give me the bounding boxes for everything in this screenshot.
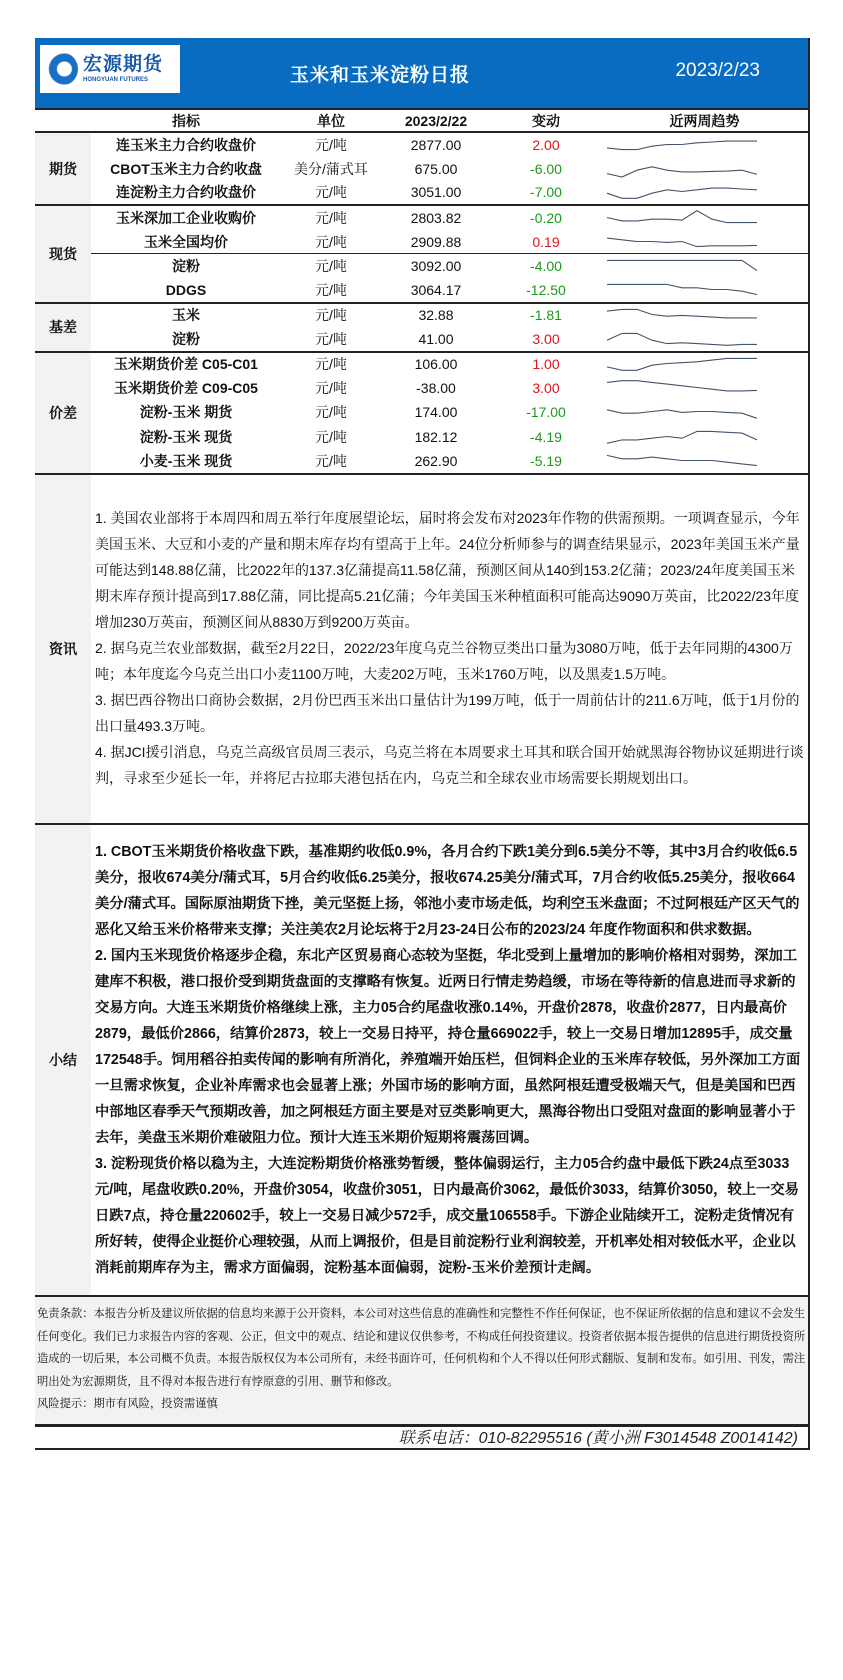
table-row bbox=[35, 352, 808, 376]
indicator-name: 淀粉 bbox=[172, 330, 200, 347]
risk-warning: 风险提示：期市有风险，投资需谨慎 bbox=[37, 1398, 218, 1411]
indicator-name: 玉米 bbox=[91, 303, 281, 327]
indicator-name: 玉米深加工企业收购价 bbox=[91, 205, 281, 229]
unit: 元/吨 bbox=[281, 254, 381, 278]
table-row bbox=[35, 449, 808, 473]
col-indicator: 指标 bbox=[172, 112, 200, 129]
unit: 元/吨 bbox=[315, 428, 347, 445]
trend-cell bbox=[601, 449, 808, 473]
trend-cell bbox=[601, 156, 808, 180]
report-date: 2023/2/23 bbox=[675, 60, 760, 81]
unit: 元/吨 bbox=[281, 132, 381, 156]
trend-cell bbox=[601, 230, 808, 254]
change: 3.00 bbox=[532, 380, 560, 397]
indicator-name: 淀粉-玉米 现货 bbox=[139, 428, 233, 445]
sparkline-line bbox=[607, 284, 757, 294]
summary-item: 2. 国内玉米现货价格逐步企稳，东北产区贸易商心态较为坚挺，华北受到上量增加的影响价格相对弱势，深加工建库不积极，港口报价受到期货盘面的支撑略有恢复。近两日行情走势趋缓，市场在等待新的信息进而寻求新的交易方向。大连玉米期货价格继续上涨，主力05合约尾盘收涨0.14%，开盘价2878，收盘价2877，日内最高价2879，最低价2866，结算价2873，较上一交易日持平，持仓量669022手，较上一交易日增加12895手，成交量172548手。饲用稻谷拍卖传闻的影响有所消化，养殖端开始压栏，但饲料企业的玉米库存较低，另外深加工方面一旦需求恢复，企业补库需求也会显著上涨；外国市场的影响方面，虽然阿根廷遭受极端天气，但是美国和巴西中部地区春季天气预期改善，加之阿根廷方面主要是对豆类影响更大，黑海谷物出口受阻对盘面的影响显著小于去年，美盘玉米期价难破阻力位。预计大连玉米期价短期将震荡回调。 bbox=[95, 948, 801, 1147]
news-label: 资讯 bbox=[35, 475, 91, 823]
table-row bbox=[35, 278, 808, 302]
indicator-name: 玉米全国均价 bbox=[144, 233, 228, 250]
unit: 元/吨 bbox=[315, 453, 347, 470]
change: 2.00 bbox=[491, 132, 601, 156]
news-item: 1. 美国农业部将于本周四和周五举行年度展望论坛，届时将会发布对2023年作物的供需预期。一项调查显示，今年美国玉米、大豆和小麦的产量和期末库存均有望高于上年。24位分析师参与的调查结果显示，2023年美国玉米产量可能达到148.88亿蒲，比2022年的137.3亿蒲提高11.58亿蒲，预测区间从140到153.2亿蒲；2023/24年度美国玉米期末库存预计提高到17.88亿蒲，同比提高5.21亿蒲；今年美国玉米种植面积可能高达9090万英亩，比2022/23年度增加230万英亩，预测区间从8830万到9200万英亩。 bbox=[95, 510, 800, 631]
sparkline bbox=[605, 279, 760, 301]
trend-cell bbox=[601, 425, 808, 449]
value: 3064.17 bbox=[410, 282, 462, 299]
unit: 美分/蒲式耳 bbox=[294, 160, 368, 177]
unit: 元/吨 bbox=[315, 404, 347, 421]
unit: 元/吨 bbox=[315, 330, 347, 347]
news-item: 2. 据乌克兰农业部数据，截至2月22日，2022/23年度乌克兰谷物豆类出口量为3080万吨，低于去年同期的4300万吨；本年度迄今乌克兰出口小麦1100万吨，大麦202万吨，玉米1760万吨，以及黑麦1.5万吨。 bbox=[95, 640, 793, 683]
indicator-name: 连淀粉主力合约收盘价 bbox=[116, 184, 256, 201]
sparkline bbox=[605, 328, 760, 350]
table-row bbox=[35, 230, 808, 254]
value: 182.12 bbox=[414, 428, 458, 445]
table-row bbox=[35, 205, 808, 229]
sparkline bbox=[605, 158, 760, 180]
disclaimer-section bbox=[35, 1295, 808, 1424]
table-row bbox=[35, 327, 808, 351]
sparkline bbox=[605, 207, 760, 229]
summary-item: 1. CBOT玉米期货价格收盘下跌，基准期约收低0.9%，各月合约下跌1美分到6.5美分不等，其中3月合约收低6.5美分，报收674美分/蒲式耳，5月合约收低6.25美分，报收674.25美分/蒲式耳，7月合约收低5.25美分，报收664美分/蒲式耳。国际原油期货下挫，美元坚挺上扬，邻池小麦市场走低，均利空玉米盘面；不过阿根廷产区天气的恶化又给玉米价格带来支撑；关注美农2月论坛将于2月23-24日公布的2023/24 年度作物面积和供求数据。 bbox=[95, 844, 800, 939]
unit: 元/吨 bbox=[281, 352, 381, 376]
sparkline bbox=[605, 304, 760, 326]
change: 0.19 bbox=[532, 233, 560, 250]
value: 2877.00 bbox=[381, 132, 491, 156]
value: 3092.00 bbox=[381, 254, 491, 278]
table-row bbox=[35, 376, 808, 400]
table-row bbox=[35, 425, 808, 449]
group-label: 基差 bbox=[35, 303, 91, 352]
col-change: 变动 bbox=[532, 112, 560, 129]
change: -1.81 bbox=[491, 303, 601, 327]
col-unit: 单位 bbox=[317, 112, 345, 129]
indicator-name: 玉米期货价差 C09-C05 bbox=[114, 380, 258, 397]
indicator-name: 连玉米主力合约收盘价 bbox=[91, 132, 281, 156]
sparkline bbox=[605, 401, 760, 423]
value: 2803.82 bbox=[381, 205, 491, 229]
sparkline bbox=[605, 426, 760, 448]
change: -12.50 bbox=[526, 282, 566, 299]
sparkline-line bbox=[607, 456, 757, 466]
unit: 元/吨 bbox=[315, 380, 347, 397]
unit: 元/吨 bbox=[315, 184, 347, 201]
trend-cell bbox=[601, 303, 808, 327]
indicator-name: DDGS bbox=[165, 282, 207, 299]
sparkline bbox=[605, 377, 760, 399]
logo-name-en: HONGYUAN FUTURES bbox=[83, 77, 149, 83]
value: 2909.88 bbox=[410, 233, 462, 250]
company-logo bbox=[40, 45, 180, 93]
indicator-name: 淀粉 bbox=[91, 254, 281, 278]
trend-cell bbox=[601, 181, 808, 205]
value: 262.90 bbox=[414, 453, 458, 470]
trend-cell bbox=[601, 205, 808, 229]
value: 675.00 bbox=[414, 160, 458, 177]
sparkline-line bbox=[607, 211, 757, 223]
indicator-table bbox=[35, 110, 808, 473]
unit: 元/吨 bbox=[281, 303, 381, 327]
sparkline-line bbox=[607, 189, 757, 199]
sparkline-line bbox=[607, 359, 757, 371]
sparkline bbox=[605, 353, 760, 375]
change: -4.19 bbox=[530, 428, 562, 445]
sparkline bbox=[605, 255, 760, 277]
indicator-name: CBOT玉米主力合约收盘 bbox=[110, 160, 262, 177]
trend-cell bbox=[601, 400, 808, 424]
sparkline-line bbox=[607, 261, 757, 271]
trend-cell bbox=[601, 352, 808, 376]
col-date: 2023/2/22 bbox=[404, 112, 468, 129]
sparkline-line bbox=[607, 166, 757, 176]
value: 41.00 bbox=[418, 330, 454, 347]
change: -6.00 bbox=[530, 160, 562, 177]
table-row bbox=[35, 181, 808, 205]
unit: 元/吨 bbox=[281, 205, 381, 229]
disclaimer-text: 免责条款：本报告分析及建议所依据的信息均来源于公开资料，本公司对这些信息的准确性和完整性不作任何保证，也不保证所依据的信息和建议不会发生任何变化。我们已力求报告内容的客观、公正，但文中的观点、结论和建议仅供参考，不构成任何投资建议。投资者依据本报告提供的信息进行期货投资所造成的一切后果，本公司概不负责。本报告版权仅为本公司所有，未经书面许可，任何机构和个人不得以任何形式翻版、复制和发布。如引用、刊发，需注明出处为宏源期货，且不得对本报告进行有悖原意的引用、删节和修改。 bbox=[37, 1308, 806, 1388]
news-section bbox=[35, 473, 808, 823]
trend-cell bbox=[601, 278, 808, 302]
change: 3.00 bbox=[532, 330, 560, 347]
unit: 元/吨 bbox=[315, 233, 347, 250]
table-row bbox=[35, 303, 808, 327]
indicator-name: 小麦-玉米 现货 bbox=[139, 453, 233, 470]
logo-name: 宏源期货 bbox=[83, 54, 164, 75]
header-blank bbox=[35, 110, 91, 132]
change: -0.20 bbox=[491, 205, 601, 229]
daily-report bbox=[35, 38, 810, 1450]
sparkline-line bbox=[607, 310, 757, 319]
sparkline-line bbox=[607, 431, 757, 443]
report-header bbox=[35, 38, 808, 110]
news-item: 4. 据JCI援引消息，乌克兰高级官员周三表示，乌克兰将在本周要求土耳其和联合国开始就黑海谷物协议延期进行谈判，寻求至少延长一年，并将尼古拉耶夫港包括在内，乌克兰和全球农业市场需要长期规划出口。 bbox=[95, 744, 804, 787]
report-title: 玉米和玉米淀粉日报 bbox=[290, 65, 471, 86]
change: 1.00 bbox=[491, 352, 601, 376]
logo-icon bbox=[44, 52, 78, 86]
change: -7.00 bbox=[530, 184, 562, 201]
summary-section bbox=[35, 823, 808, 1295]
contact-info: 联系电话：010-82295516 (黄小洲 F3014548 Z0014142) bbox=[35, 1424, 808, 1450]
table-row bbox=[35, 400, 808, 424]
sparkline-line bbox=[607, 238, 757, 247]
table-row bbox=[35, 132, 808, 156]
group-label: 期货 bbox=[35, 132, 91, 205]
unit: 元/吨 bbox=[315, 282, 347, 299]
sparkline-line bbox=[607, 141, 757, 150]
table-row bbox=[35, 156, 808, 180]
news-body bbox=[91, 475, 808, 823]
table-row bbox=[35, 254, 808, 278]
summary-label: 小结 bbox=[35, 825, 91, 1295]
news-item: 3. 据巴西谷物出口商协会数据，2月份巴西玉米出口量估计为199万吨，低于一周前估计的211.6万吨，低于1月份的出口量493.3万吨。 bbox=[95, 692, 800, 735]
sparkline-line bbox=[607, 381, 757, 391]
sparkline bbox=[605, 231, 760, 253]
change: -17.00 bbox=[526, 404, 566, 421]
indicator-name: 淀粉-玉米 期货 bbox=[139, 404, 233, 421]
sparkline-line bbox=[607, 410, 757, 419]
trend-cell bbox=[601, 376, 808, 400]
col-trend: 近两周趋势 bbox=[669, 112, 740, 129]
group-label: 价差 bbox=[35, 352, 91, 474]
trend-cell bbox=[601, 327, 808, 351]
summary-item: 3. 淀粉现货价格以稳为主，大连淀粉期货价格涨势暂缓，整体偏弱运行，主力05合约盘中最低下跌24点至3033元/吨，尾盘收跌0.20%，开盘价3054，收盘价3051，日内最高价3062，最低价3033，结算价3050，较上一交易日跌7点，持仓量220602手，较上一交易日减少572手，成交量106558手。下游企业陆续开工，淀粉走货情况有所好转，使得企业挺价心理较强，从而上调报价，但是目前淀粉行业利润较差，开机率处相对较低水平，企业以消耗前期库存为主，需求方面偏弱，淀粉基本面偏弱，淀粉-玉米价差预计走阔。 bbox=[95, 1156, 799, 1277]
sparkline bbox=[605, 450, 760, 472]
trend-cell bbox=[601, 254, 808, 278]
summary-body bbox=[91, 825, 808, 1295]
group-label: 现货 bbox=[35, 205, 91, 303]
value: 174.00 bbox=[414, 404, 458, 421]
table-header-row bbox=[35, 110, 808, 132]
value: 3051.00 bbox=[410, 184, 462, 201]
trend-cell bbox=[601, 132, 808, 156]
value: -38.00 bbox=[416, 380, 456, 397]
sparkline bbox=[605, 134, 760, 156]
sparkline bbox=[605, 181, 760, 203]
sparkline-line bbox=[607, 333, 757, 345]
change: -4.00 bbox=[491, 254, 601, 278]
change: -5.19 bbox=[530, 453, 562, 470]
indicator-name: 玉米期货价差 C05-C01 bbox=[91, 352, 281, 376]
value: 32.88 bbox=[381, 303, 491, 327]
value: 106.00 bbox=[381, 352, 491, 376]
